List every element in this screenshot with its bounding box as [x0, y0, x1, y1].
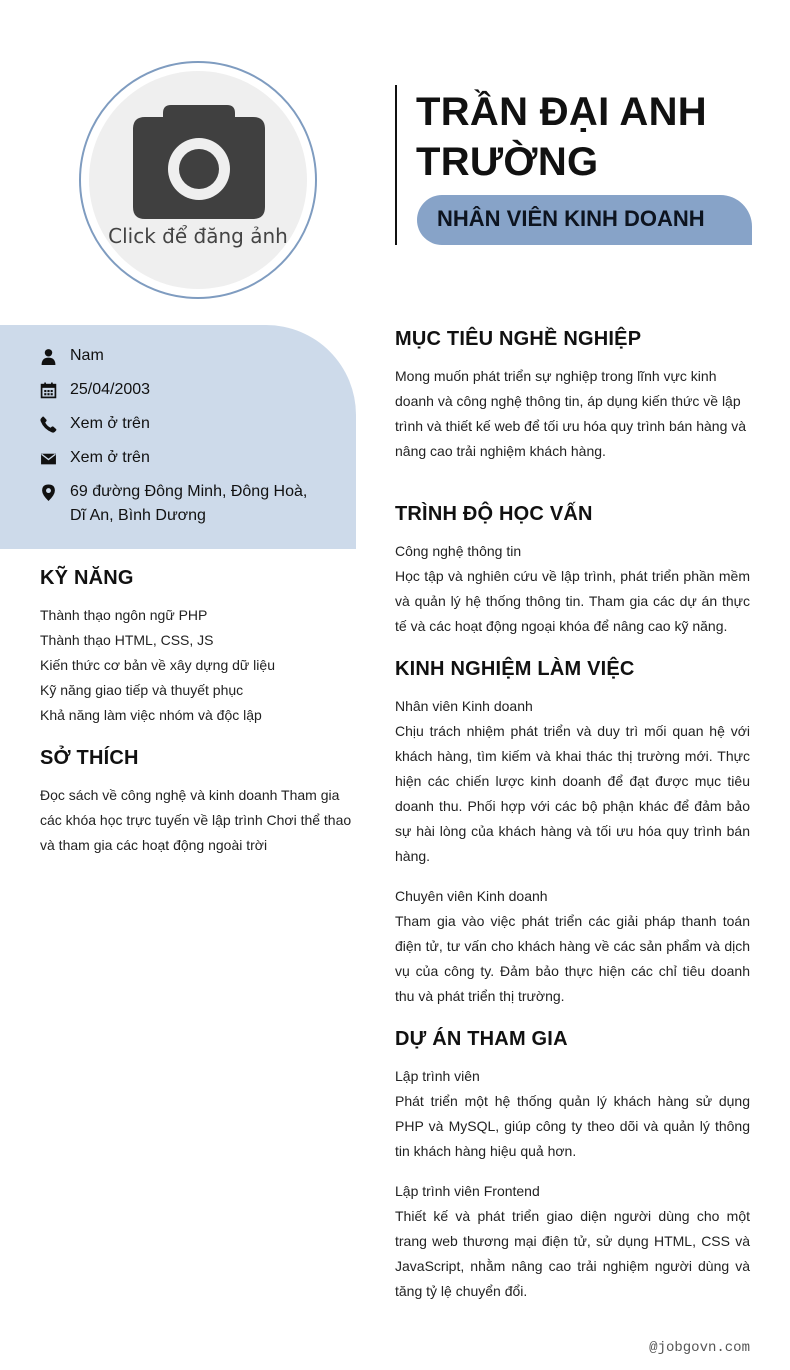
- candidate-name-line1: TRẦN ĐẠI ANH: [416, 90, 707, 134]
- watermark: @jobgovn.com: [649, 1340, 750, 1356]
- project-role: Lập trình viên Frontend: [395, 1183, 540, 1199]
- contact-birthday: [40, 378, 320, 402]
- project-text: Phát triển một hệ thống quản lý khách hàng sử dụng PHP và MySQL, giúp công ty theo dõi và quản lý thông tin khách hàng hiệu quả hơn.: [395, 1093, 750, 1159]
- contact-text: 69 đường Đông Minh, Đông Hoà, Dĩ An, Bình Dương: [70, 483, 308, 524]
- avatar-placeholder[interactable]: [89, 71, 307, 289]
- contact-gender: [40, 344, 320, 368]
- contact-text: 25/04/2003: [70, 381, 151, 398]
- avatar-upload[interactable]: [79, 61, 317, 299]
- experience-text: Tham gia vào việc phát triển các giải pháp thanh toán điện tử, tư vấn cho khách hàng về các sản phẩm và dịch vụ của công ty. Đảm bảo thực hiện các chỉ tiêu doanh thu và phát triển thị trường.: [395, 913, 750, 1004]
- contact-phone: [40, 412, 320, 436]
- objective-text: Mong muốn phát triển sự nghiệp trong lĩnh vực kinh doanh và công nghệ thông tin, áp dụng kiến thức về lập trình và thiết kế web để tối ưu hóa quy trình bán hàng và nâng cao trải nghiệm khách hàng.: [395, 368, 747, 459]
- contact-text: Nam: [70, 347, 104, 364]
- upload-label: Click để đăng ảnh: [108, 224, 288, 248]
- list-item: Kỹ năng giao tiếp và thuyết phục: [40, 682, 244, 698]
- experience-role: Nhân viên Kinh doanh: [395, 698, 533, 714]
- list-item: Thành thạo HTML, CSS, JS: [40, 632, 214, 648]
- job-title: NHÂN VIÊN KINH DOANH: [417, 195, 752, 245]
- mail-icon: [40, 450, 57, 467]
- candidate-name-line2: TRƯỜNG: [416, 140, 599, 184]
- experience-text: Chịu trách nhiệm phát triển và duy trì mối quan hệ với khách hàng, tìm kiếm và khai thác thị trường mới. Thực hiện các chiến lược kinh doanh để đạt được mục tiêu doanh thu. Phối hợp với các bộ phận khác để đảm bảo sự hài lòng của khách hàng và tối ưu hóa quy trình bán hàng.: [395, 723, 750, 864]
- person-icon: [40, 348, 57, 365]
- location-icon: [40, 484, 57, 501]
- hobbies-title: SỞ THÍCH: [40, 747, 139, 769]
- experience-title: KINH NGHIỆM LÀM VIỆC: [395, 658, 635, 680]
- camera-icon: [133, 103, 265, 219]
- phone-icon: [40, 416, 57, 433]
- contact-text: Xem ở trên: [70, 449, 150, 466]
- list-item: Kiến thức cơ bản về xây dựng dữ liệu: [40, 657, 275, 673]
- skills-title: KỸ NĂNG: [40, 567, 134, 589]
- objective-title: MỤC TIÊU NGHỀ NGHIỆP: [395, 328, 642, 350]
- project-role: Lập trình viên: [395, 1068, 480, 1084]
- list-item: Khả năng làm việc nhóm và độc lập: [40, 707, 262, 723]
- contact-text: Xem ở trên: [70, 415, 150, 432]
- hobbies-text: Đọc sách về công nghệ và kinh doanh Tham gia các khóa học trực tuyến về lập trình Chơi thể thao và tham gia các hoạt động ngoài trời: [40, 787, 352, 853]
- education-major: Công nghệ thông tin: [395, 543, 522, 559]
- list-item: Thành thạo ngôn ngữ PHP: [40, 607, 208, 623]
- project-text: Thiết kế và phát triển giao diện người dùng cho một trang web thương mại điện tử, sử dụng HTML, CSS và JavaScript, nhằm nâng cao trải nghiệm người dùng và tăng tỷ lệ chuyển đổi.: [395, 1208, 750, 1299]
- contact-email: [40, 446, 320, 470]
- calendar-icon: [40, 382, 57, 399]
- skills-list: [40, 603, 275, 728]
- contact-address: [40, 480, 320, 528]
- education-title: TRÌNH ĐỘ HỌC VẤN: [395, 503, 593, 525]
- candidate-name: [416, 87, 756, 187]
- experience-role: Chuyên viên Kinh doanh: [395, 888, 548, 904]
- education-text: Học tập và nghiên cứu về lập trình, phát triển phần mềm và quản lý hệ thống thông tin. Tham gia các dự án thực tế và các hoạt động ngoại khóa để nâng cao kỹ năng.: [395, 568, 750, 634]
- projects-title: DỰ ÁN THAM GIA: [395, 1028, 568, 1050]
- header: [395, 85, 765, 245]
